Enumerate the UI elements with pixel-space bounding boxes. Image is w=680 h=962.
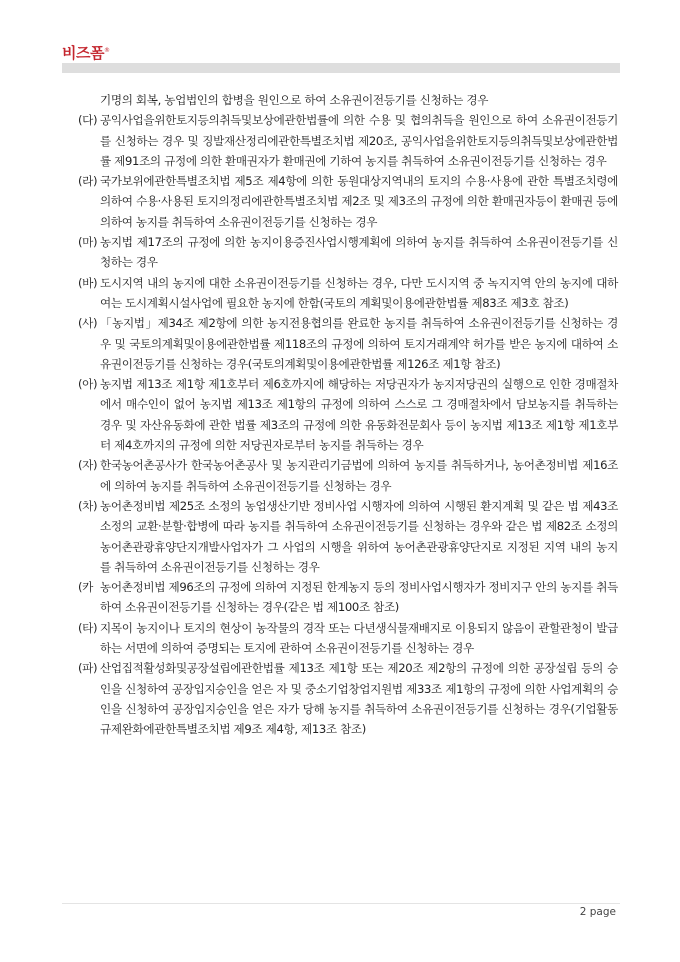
list-item — [78, 618, 618, 659]
item-text: 농지법 제17조의 규정에 의한 농지이용증진사업시행계획에 의하여 농지를 취득하여 소유권이전등기를 신청하는 경우 — [100, 235, 618, 270]
item-text: 농어촌정비법 제25조 소정의 농업생산기반 정비사업 시행자에 의하여 시행된 환지계획 및 같은 법 제43조 소정의 교환·분할·합병에 따라 농지를 취득하여 소유권이전등기를 신청하는 경우와 같은 법 제82조 소정의 농어촌관광휴양단지개발사업자가 그 사업의 시행을 위하여 농어촌관광휴양단지로 지정된 지역 내의 농지를 취득하여 소유권이전등기를 신청하는 경우 — [100, 498, 618, 574]
item-marker: (파) — [78, 661, 98, 676]
item-text: 기명의 회복, 농업법인의 합병을 원인으로 하여 소유권이전등기를 신청하는 경우 — [100, 93, 489, 107]
item-text: 농지법 제13조 제1항 제1호부터 제6호까지에 해당하는 저당권자가 농지저당권의 실행으로 인한 경매절차에서 매수인이 없어 농지법 제13조 제1항의 규정에 의하여 스스로 그 경매절차에서 담보농지를 취득하는 경우 및 자산유동화에 관한 법률 제3조의 규정에 의한 유동화전문회사 등이 농지법 제13조 제1항 제1호부터 제4호까지의 규정에 의한 저당권자로부터 농지를 취득하는 경우 — [100, 377, 618, 453]
list-item — [78, 496, 618, 577]
item-marker: (자) — [78, 458, 98, 473]
footer-divider — [62, 903, 620, 904]
item-marker: (바) — [78, 275, 98, 290]
list-item — [100, 90, 618, 110]
list-item — [78, 658, 618, 739]
bizforms-logo: 비즈폼® — [62, 44, 110, 62]
list-item — [78, 313, 618, 374]
list-item — [78, 171, 618, 232]
item-marker: (사) — [78, 316, 98, 331]
list-item — [78, 455, 618, 496]
list-item — [78, 577, 618, 618]
item-marker: (타) — [78, 620, 98, 635]
document-body — [78, 90, 618, 740]
item-marker: (카 — [78, 580, 94, 595]
item-marker: (마) — [78, 235, 98, 250]
item-text: 도시지역 내의 농지에 대한 소유권이전등기를 신청하는 경우, 다만 도시지역 중 녹지지역 안의 농지에 대하여는 도시계획시설사업에 필요한 농지에 한함(국토의 계획및이용에관한법률 제83조 제3호 참조) — [100, 275, 618, 310]
page-number: 2 page — [579, 906, 616, 918]
list-item — [78, 374, 618, 455]
list-item — [78, 232, 618, 273]
item-text: 농어촌정비법 제96조의 규정에 의하여 지정된 한계농지 등의 정비사업시행자가 정비지구 안의 농지를 취득하여 소유권이전등기를 신청하는 경우(같은 법 제100조 참조) — [100, 580, 618, 615]
item-text: 국가보위에관한특별조치법 제5조 제4항에 의한 동원대상지역내의 토지의 수용·사용에 관한 특별조치령에 의하여 수용·사용된 토지의정리에관한특별조치법 제2조 및 제3조의 규정에 의한 환매권자등이 환매권 등에 의하여 농지를 취득하여 소유권이전등기를 신청하는 경우 — [100, 174, 618, 229]
list-item — [78, 110, 618, 171]
list-item — [78, 273, 618, 314]
item-text: 지목이 농지이나 토지의 현상이 농작물의 경작 또는 다년생식물재배지로 이용되지 않음이 관할관청이 발급하는 서면에 의하여 증명되는 토지에 관하여 소유권이전등기를 신청하는 경우 — [100, 620, 618, 656]
item-text: 산업집적활성화및공장설립에관한법률 제13조 제1항 또는 제20조 제2항의 규정에 의한 공장설립 등의 승인을 신청하여 공장입지승인을 얻은 자 및 중소기업창업지원법 제33조 제1항의 규정에 의한 사업계획의 승인을 신청하여 공장입지승인을 얻은 자가 당해 농지를 취득하여 소유권이전등기를 신청하는 경우(기업활동규제완화에관한특별조치법 제9조 제4항, 제13조 참조) — [100, 661, 618, 737]
item-marker: (다) — [78, 113, 98, 128]
item-text: 한국농어촌공사가 한국농어촌공사 및 농지관리기금법에 의하여 농지를 취득하거나, 농어촌정비법 제16조에 의하여 농지를 취득하여 소유권이전등기를 신청하는 경우 — [100, 458, 618, 493]
item-text: 공익사업을위한토지등의취득및보상에관한법률에 의한 수용 및 협의취득을 원인으로 하여 소유권이전등기를 신청하는 경우 및 징발재산정리에관한특별조치법 제20조, 공익사업을위한토지등의취득및보상에관한법률 제91조의 규정에 의한 환매권자가 환매권에 기하여 농지를 취득하여 소유권이전등기를 신청하는 경우 — [100, 113, 618, 168]
item-marker: (아) — [78, 377, 98, 392]
header-bar — [62, 63, 620, 73]
item-text: 「농지법」제34조 제2항에 의한 농지전용협의를 완료한 농지를 취득하여 소유권이전등기를 신청하는 경우 및 국토의계획및이용에관한법률 제118조의 규정에 의하여 토지거래계약 허가를 받은 농지에 대하여 소유권이전등기를 신청하는 경우(국토의계획및이용에관한법률 제126조 제1항 참조) — [100, 316, 618, 371]
item-marker: (차) — [78, 498, 98, 513]
item-marker: (라) — [78, 174, 98, 189]
